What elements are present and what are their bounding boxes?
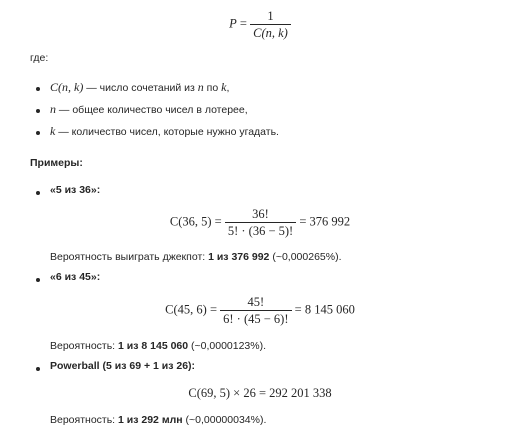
main-formula	[0, 8, 520, 42]
def-text: — число сочетаний из	[83, 82, 198, 94]
formula-lhs: C(45, 6) =	[165, 302, 218, 317]
result-value: 1 из 292 млн	[118, 414, 183, 426]
result-value: 1 из 376 992	[208, 251, 270, 263]
def-symbol: n	[50, 102, 56, 116]
bullet	[36, 87, 40, 91]
def-symbol: k	[221, 80, 227, 94]
formula-numerator: 45!	[247, 295, 265, 309]
def-symbol: k	[50, 124, 56, 138]
definition-item-2	[50, 102, 248, 118]
definition-item-3	[50, 124, 279, 140]
definition-item-1	[50, 80, 229, 96]
result-suffix: (~0,0000123%).	[188, 340, 267, 352]
formula-denominator: C(n, k)	[250, 24, 291, 41]
formula-lhs: C(36, 5) =	[169, 214, 222, 229]
example-formula-1	[0, 206, 520, 240]
example-title-1: «5 из 36»:	[50, 184, 101, 196]
def-symbol: n	[197, 80, 204, 94]
formula-numerator: 1	[267, 9, 274, 23]
examples-title: Примеры:	[30, 157, 83, 169]
example-formula-2	[0, 294, 520, 328]
example-result-2	[50, 340, 266, 354]
example-result-3	[50, 414, 266, 428]
bullet	[36, 131, 40, 135]
def-text: ,	[226, 82, 230, 94]
formula-rhs: = 376 992	[299, 214, 351, 229]
example-title-3: Powerball (5 из 69 + 1 из 26):	[50, 360, 196, 372]
result-value: 1 из 8 145 060	[118, 340, 189, 352]
result-suffix: (~0,00000034%).	[182, 414, 267, 426]
result-prefix: Вероятность:	[50, 340, 119, 352]
formula-fraction	[220, 294, 291, 328]
example-result-1	[50, 251, 342, 265]
def-symbol: C(n, k)	[50, 80, 84, 94]
formula-fraction	[250, 8, 291, 42]
result-prefix: Вероятность выиграть джекпот:	[50, 251, 209, 263]
bullet	[36, 278, 40, 282]
formula-lhs: P	[229, 16, 237, 31]
def-text: по	[203, 82, 222, 94]
bullet	[36, 109, 40, 113]
formula-denominator: 6! · (45 − 6)!	[220, 310, 291, 327]
def-text: — количество чисел, которые нужно угадать.	[55, 126, 279, 138]
where-label: где:	[30, 52, 49, 64]
result-prefix: Вероятность:	[50, 414, 119, 426]
def-text: — общее количество чисел в лотерее,	[56, 104, 248, 116]
example-formula-3	[0, 385, 520, 401]
formula-numerator: 36!	[252, 207, 269, 221]
formula-fraction	[225, 206, 296, 240]
example-title-2: «6 из 45»:	[50, 271, 101, 283]
bullet	[36, 367, 40, 371]
formula-expression: C(69, 5) × 26 = 292 201 338	[188, 386, 332, 400]
formula-rhs: = 8 145 060	[294, 302, 355, 317]
formula-eq: =	[239, 16, 247, 31]
formula-denominator: 5! · (36 − 5)!	[225, 222, 296, 239]
bullet	[36, 191, 40, 195]
result-suffix: (~0,000265%).	[269, 251, 342, 263]
